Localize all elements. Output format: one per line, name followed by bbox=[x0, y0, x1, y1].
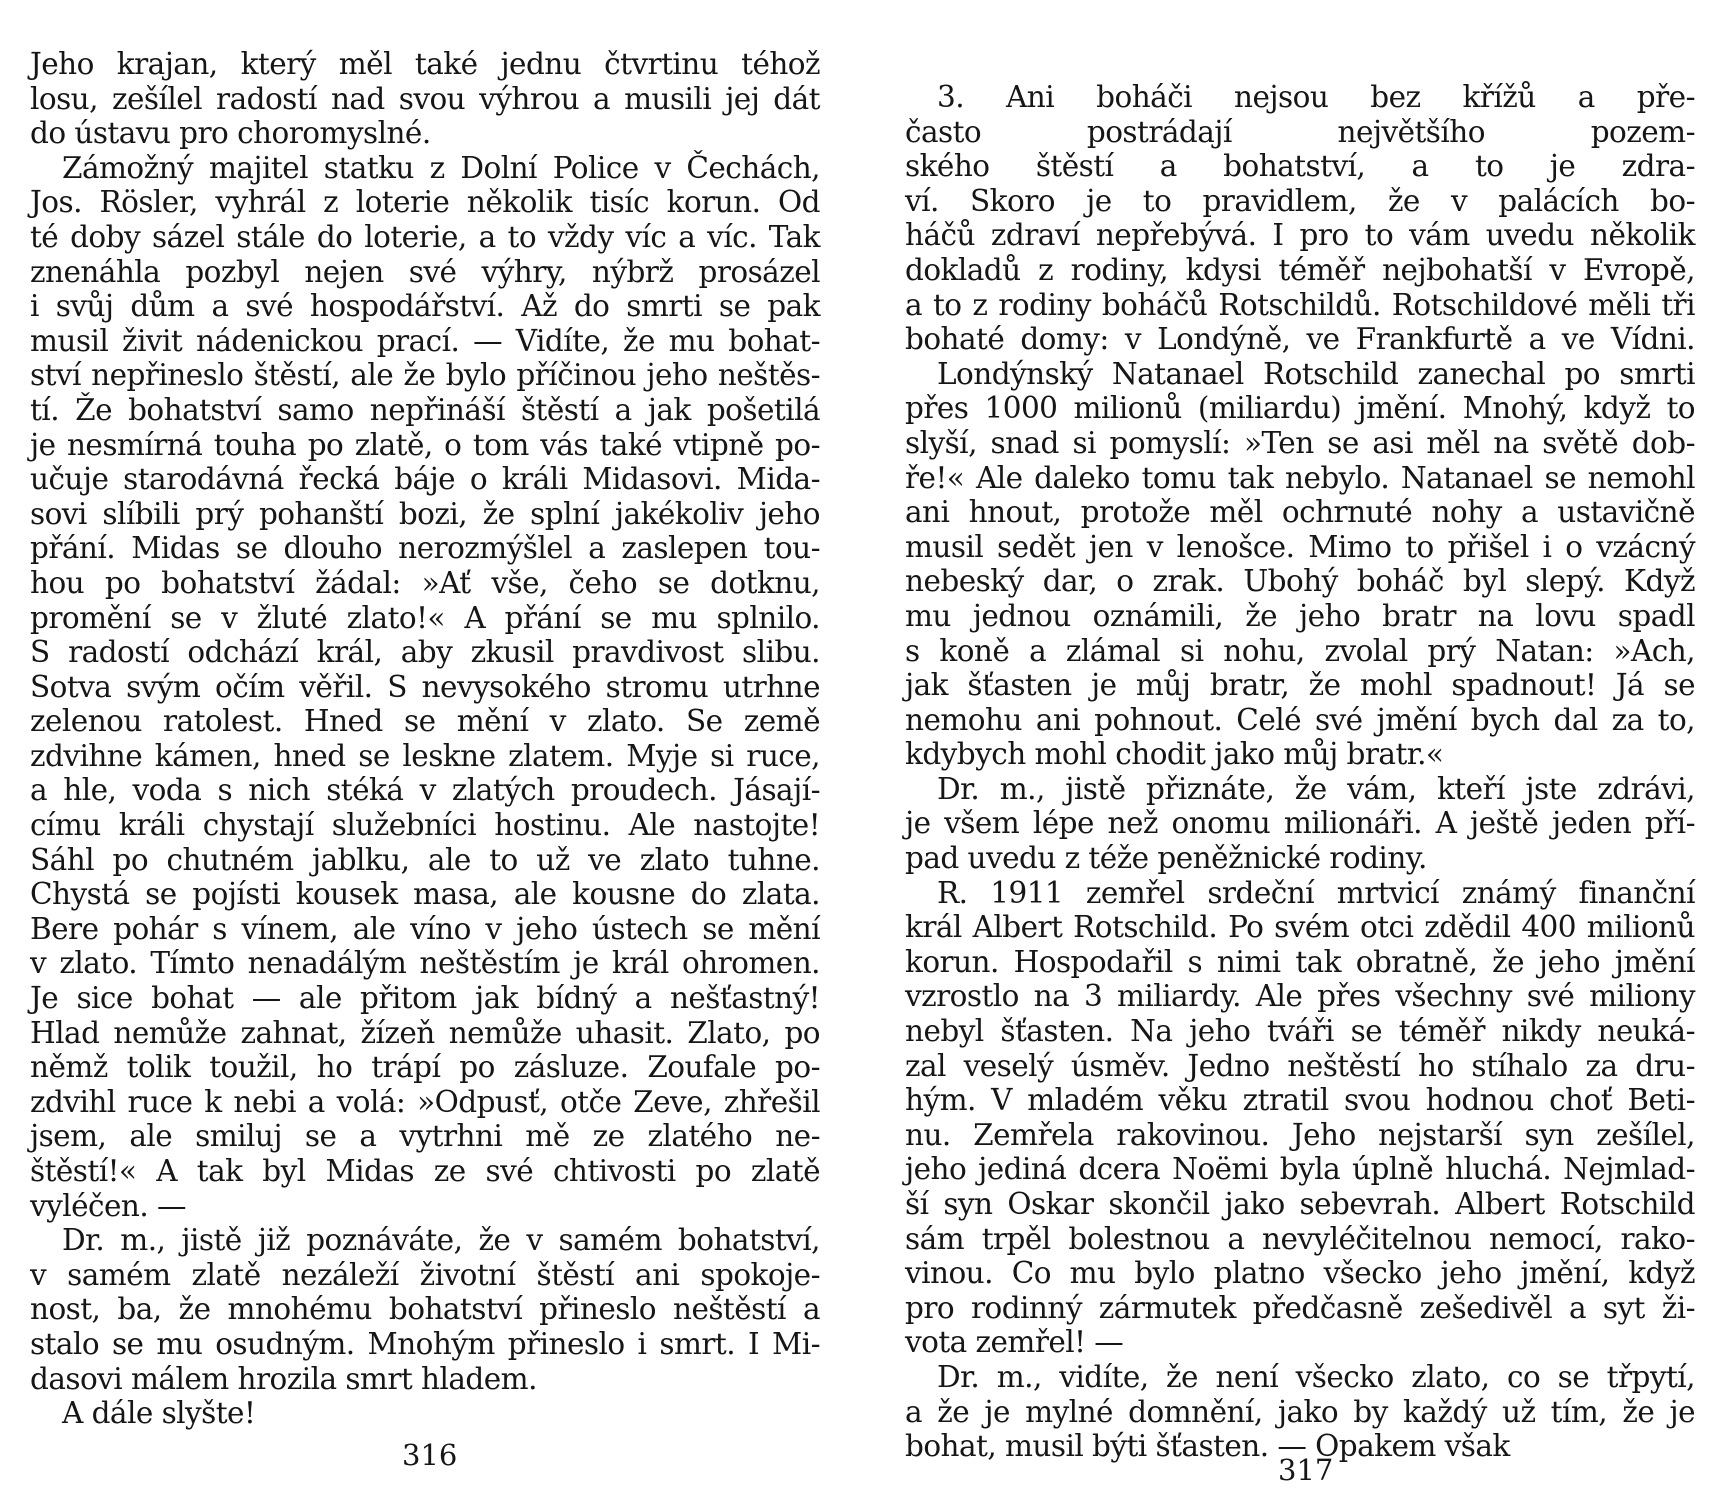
text-line: i svůj dům a své hospodářství. Až do smrti se pak bbox=[30, 289, 820, 324]
text-line: učuje starodávná řecká báje o králi Midasovi. Mida- bbox=[30, 462, 820, 497]
text-line: mu jednou oznámili, že jeho bratr na lovu spadl bbox=[905, 598, 1695, 633]
text-line: Chystá se pojísti kousek masa, ale kousne do zlata. bbox=[30, 877, 820, 912]
text-line: té doby sázel stále do loterie, a to vždy víc a víc. Tak bbox=[30, 219, 820, 254]
left-page-text bbox=[30, 47, 820, 1431]
text-line: král Albert Rotschild. Po svém otci zdědil 400 milionů bbox=[905, 910, 1695, 945]
text-line: Sáhl po chutném jablku, ale to už ve zlato tuhne. bbox=[30, 842, 820, 877]
text-line: a hle, voda s nich stéká v zlatých proudech. Jásají- bbox=[30, 773, 820, 808]
text-line: Bere pohár s vínem, ale víno v jeho ústech se mění bbox=[30, 911, 820, 946]
text-line: němž tolik toužil, ho trápí po zásluze. Zoufale po- bbox=[30, 1050, 820, 1085]
text-line: Jeho krajan, který měl také jednu čtvrtinu téhož bbox=[30, 47, 820, 81]
text-line: dasovi málem hrozila smrt hladem. bbox=[30, 1361, 537, 1396]
left-page-number: 316 bbox=[402, 1438, 458, 1472]
text-line: losu, zešílel radostí nad svou výhrou a musili jej dát bbox=[30, 81, 820, 116]
text-line: 3. Ani boháči nejsou bez křížů a pře- bbox=[937, 80, 1695, 114]
text-line: Dr. m., vidíte, že není všecko zlato, co se třpytí, bbox=[937, 1359, 1695, 1394]
text-line: zdvihl ruce k nebi a volá: »Odpusť, otče Zeve, zhřešil bbox=[30, 1084, 820, 1119]
right-page bbox=[905, 0, 1695, 1500]
left-page bbox=[30, 0, 820, 1500]
text-line: korun. Hospodařil s nimi tak obratně, že jeho jmění bbox=[905, 944, 1695, 979]
text-line: nebyl šťasten. Na jeho tváři se téměř nikdy neuká- bbox=[905, 1014, 1695, 1049]
text-line: v zlato. Tímto nenadálým neštěstím je král ohromen. bbox=[30, 946, 820, 981]
text-line: zal veselý úsměv. Jedno neštěstí ho stíhalo za dru- bbox=[905, 1048, 1695, 1083]
text-line: vzrostlo na 3 miliardy. Ale přes všechny své miliony bbox=[905, 979, 1695, 1014]
text-line: s koně a zlámal si nohu, zvolal prý Natan: »Ach, bbox=[905, 633, 1695, 668]
text-line: promění se v žluté zlato!« A přání se mu splnilo. bbox=[30, 600, 820, 635]
text-line: musil živit nádenickou prací. — Vidíte, že mu bohat- bbox=[30, 323, 820, 358]
text-line: štěstí!« A tak byl Midas ze své chtivosti po zlatě bbox=[30, 1154, 820, 1188]
text-line: nebeský dar, o zrak. Ubohý boháč byl slepý. Když bbox=[905, 564, 1695, 599]
text-line: dokladů z rodiny, kdysi téměř nejbohatší v Evropě, bbox=[905, 252, 1695, 287]
text-line: jsem, ale smiluj se a vytrhni mě ze zlatého ne- bbox=[30, 1119, 820, 1154]
text-line: zdvihne kámen, hned se leskne zlatem. Myje si ruce, bbox=[30, 738, 820, 773]
text-line: do ústavu pro choromyslné. bbox=[30, 116, 431, 151]
text-line: pad uvedu z téže peněžnické rodiny. bbox=[905, 841, 1427, 876]
text-line: kdybych mohl chodit jako můj bratr.« bbox=[905, 737, 1444, 772]
text-line: bohat, musil býti šťasten. — Opakem však bbox=[905, 1429, 1510, 1464]
text-line: musil sedět jen v lenošce. Mimo to přišel i o vzácný bbox=[905, 529, 1695, 564]
text-line: slyší, snad si pomyslí: »Ten se asi měl na světě dob- bbox=[905, 425, 1695, 460]
text-line: často postrádají největšího pozem- bbox=[905, 114, 1695, 149]
text-line: vyléčen. — bbox=[30, 1188, 186, 1223]
text-line: nu. Zemřela rakovinou. Jeho nejstarší syn zešílel, bbox=[905, 1117, 1695, 1152]
text-line: Je sice bohat — ale přitom jak bídný a nešťastný! bbox=[30, 981, 820, 1016]
text-line: přes 1000 milionů (miliardu) jmění. Mnohý, když to bbox=[905, 391, 1695, 426]
text-line: ví. Skoro je to pravidlem, že v palácích bo- bbox=[905, 183, 1695, 218]
right-page-text bbox=[905, 80, 1695, 1464]
text-line: Londýnský Natanael Rotschild zanechal po smrti bbox=[937, 356, 1695, 391]
text-line: tí. Že bohatství samo nepřináší štěstí a jak pošetilá bbox=[30, 392, 820, 427]
text-line: je nesmírná touha po zlatě, o tom vás také vtipně po- bbox=[30, 427, 820, 462]
text-line: bohaté domy: v Londýně, ve Frankfurtě a ve Vídni. bbox=[905, 322, 1695, 357]
text-line: háčů zdraví nepřebývá. I pro to vám uvedu několik bbox=[905, 218, 1695, 253]
text-line: přání. Midas se dlouho nerozmýšlel a zaslepen tou- bbox=[30, 531, 820, 566]
text-line: hou po bohatství žádal: »Ať vše, čeho se dotknu, bbox=[30, 565, 820, 600]
text-line: ani hnout, protože měl ochrnuté nohy a ustavičně bbox=[905, 495, 1695, 530]
text-line: ského štěstí a bohatství, a to je zdra- bbox=[905, 149, 1695, 184]
text-line: S radostí odchází král, aby zkusil pravdivost slibu. bbox=[30, 635, 820, 670]
text-line: sovi slíbili prý pohanští bozi, že splní jakékoliv jeho bbox=[30, 496, 820, 531]
text-line: je všem lépe než onomu milionáři. A ještě jeden pří- bbox=[905, 806, 1695, 841]
text-line: stalo se mu osudným. Mnohým přineslo i smrt. I Mi- bbox=[30, 1326, 820, 1361]
text-line: a že je mylné domnění, jako by každý už tím, že je bbox=[905, 1394, 1695, 1429]
text-line: Hlad nemůže zahnat, žízeň nemůže uhasit. Zlato, po bbox=[30, 1015, 820, 1050]
text-line: R. 1911 zemřel srdeční mrtvicí známý finanční bbox=[937, 875, 1695, 910]
text-line: nost, ba, že mnohému bohatství přineslo neštěstí a bbox=[30, 1292, 820, 1327]
text-line: Dr. m., jistě přiznáte, že vám, kteří jste zdrávi, bbox=[937, 771, 1695, 806]
text-line: zelenou ratolest. Hned se mění v zlato. Se země bbox=[30, 704, 820, 739]
text-line: címu králi chystají služebníci hostinu. Ale nastojte! bbox=[30, 808, 820, 843]
text-line: Sotva svým očím věřil. S nevysokého stromu utrhne bbox=[30, 669, 820, 704]
text-line: sám trpěl bolestnou a nevyléčitelnou nemocí, rako- bbox=[905, 1221, 1695, 1256]
text-line: vota zemřel! — bbox=[905, 1325, 1124, 1360]
text-line: ství nepřineslo štěstí, ale že bylo příčinou jeho neštěs- bbox=[30, 358, 820, 393]
text-line: nemohu ani pohnout. Celé své jmění bych dal za to, bbox=[905, 702, 1695, 737]
text-line: hým. V mladém věku ztratil svou hodnou choť Beti- bbox=[905, 1083, 1695, 1118]
text-line: a to z rodiny boháčů Rotschildů. Rotschildové měli tři bbox=[905, 287, 1695, 322]
text-line: Zámožný majitel statku z Dolní Police v Čechách, bbox=[62, 150, 820, 185]
text-line: Dr. m., jistě již poznáváte, že v samém bohatství, bbox=[62, 1223, 820, 1258]
text-line: Jos. Rösler, vyhrál z loterie několik tisíc korun. Od bbox=[30, 185, 820, 220]
text-line: jeho jediná dcera Noëmi byla úplně hluchá. Nejmlad- bbox=[905, 1152, 1695, 1187]
text-line: pro rodinný zármutek předčasně zešedivěl a syt ži- bbox=[905, 1290, 1695, 1325]
text-line: znenáhla pozbyl nejen své výhry, nýbrž prosázel bbox=[30, 254, 820, 289]
text-line: A dále slyšte! bbox=[62, 1396, 256, 1431]
text-line: ší syn Oskar skončil jako sebevrah. Albert Rotschild bbox=[905, 1187, 1695, 1221]
text-line: jak šťasten je můj bratr, že mohl spadnout! Já se bbox=[905, 668, 1695, 703]
right-page-number: 317 bbox=[1278, 1453, 1334, 1487]
text-line: vinou. Co mu bylo platno všecko jeho jmění, když bbox=[905, 1256, 1695, 1291]
text-line: ře!« Ale daleko tomu tak nebylo. Natanael se nemohl bbox=[905, 460, 1695, 495]
text-line: v samém zlatě nezáleží životní štěstí ani spokoje- bbox=[30, 1257, 820, 1292]
